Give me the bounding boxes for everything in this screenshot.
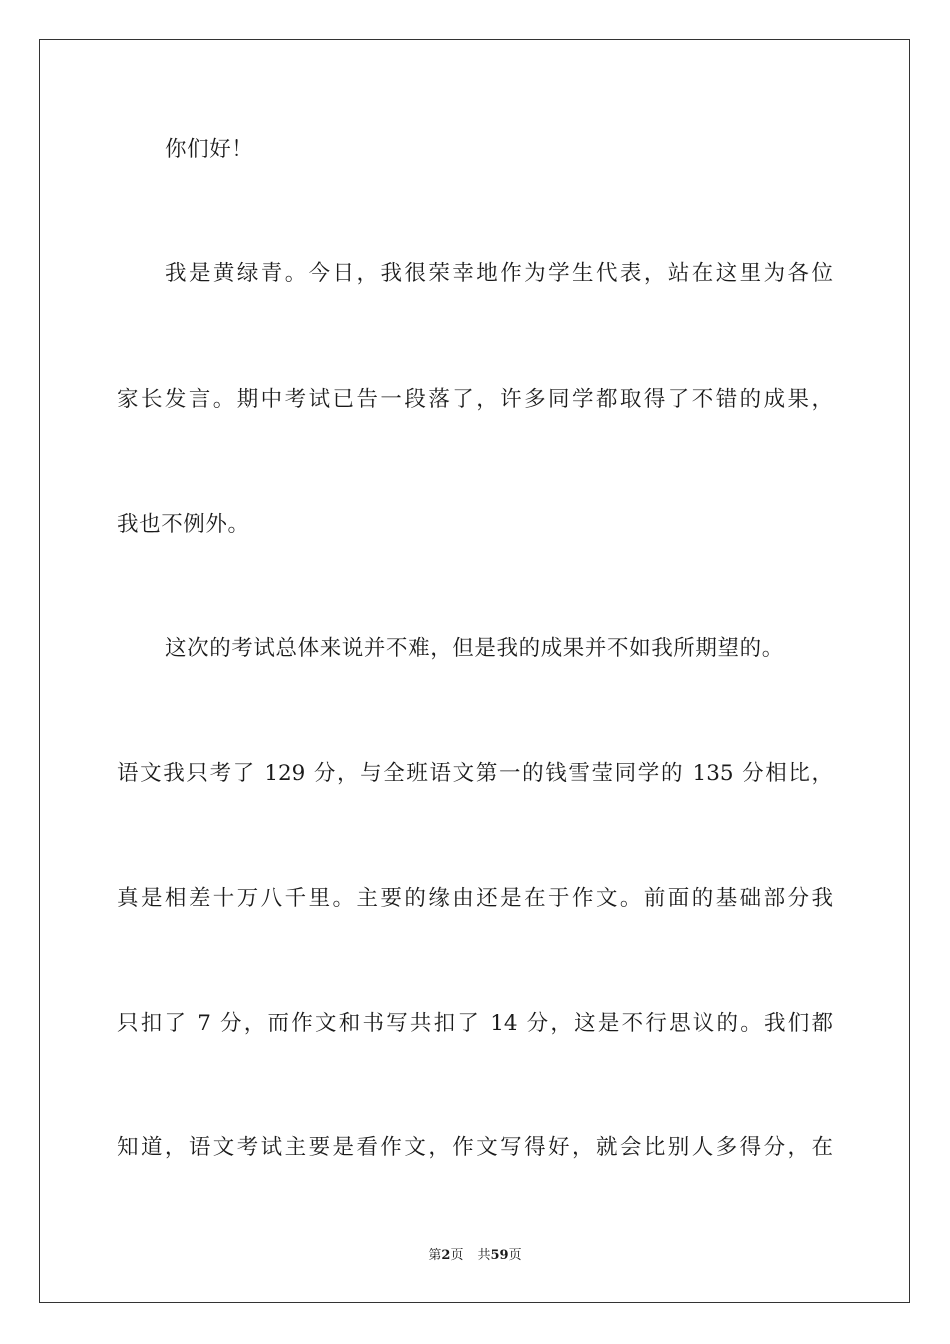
paragraph-line: 知道，语文考试主要是看作文，作文写得好，就会比别人多得分，在 <box>117 1135 833 1160</box>
footer-page-suffix: 页 <box>450 1248 464 1263</box>
paragraph-line: 这次的考试总体来说并不难，但是我的成果并不如我所期望的。 <box>165 636 784 661</box>
paragraph-line: 语文我只考了 129 分，与全班语文第一的钱雪莹同学的 135 分相比， <box>117 761 833 786</box>
paragraph-line: 我也不例外。 <box>117 512 250 537</box>
paragraph-line: 家长发言。期中考试已告一段落了，许多同学都取得了不错的成果， <box>117 387 833 412</box>
page-border <box>39 39 910 1303</box>
paragraph-line: 我是黄绿青。今日，我很荣幸地作为学生代表，站在这里为各位 <box>165 261 833 286</box>
footer-total-suffix: 页 <box>508 1248 522 1263</box>
page-footer <box>0 1247 950 1265</box>
paragraph-line: 只扣了 7 分，而作文和书写共扣了 14 分，这是不行思议的。我们都 <box>117 1011 833 1036</box>
footer-page-prefix: 第 <box>428 1248 442 1263</box>
footer-total-prefix: 共 <box>477 1248 491 1263</box>
footer-total-pages: 59 <box>490 1248 509 1263</box>
greeting-line: 你们好！ <box>165 137 254 162</box>
footer-page-number: 2 <box>441 1248 451 1263</box>
paragraph-line: 真是相差十万八千里。主要的缘由还是在于作文。前面的基础部分我 <box>117 886 833 911</box>
